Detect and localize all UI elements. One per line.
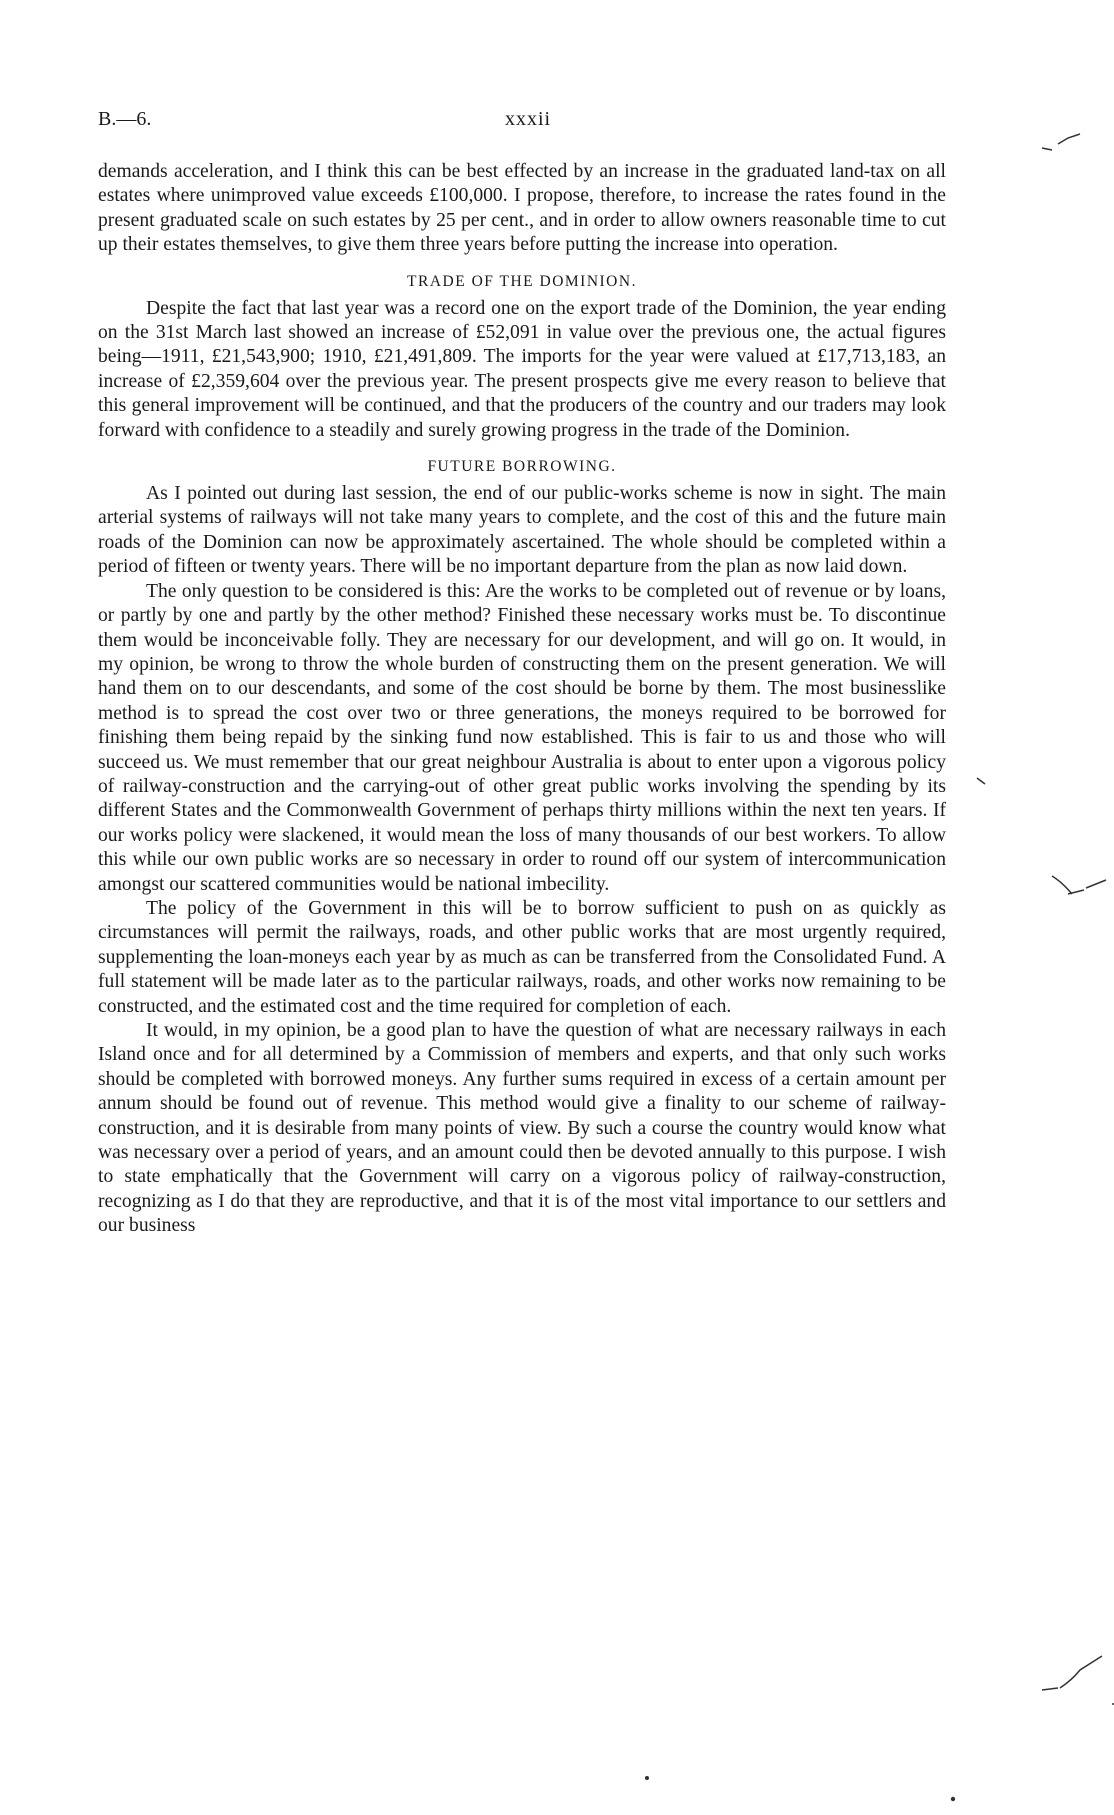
paragraph: It would, in my opinion, be a good plan to have the question of what are necessary railways in each Island once and for all determined by a Commission of members and experts, and that only such works should be completed with borrowed moneys. Any further sums required in excess of a certain amount per annum should be found out of revenue. This method would give a finality to our scheme of railway-construction, and it is desirable from many points of view. By such a course the country would know what was necessary over a period of years, and an amount could then be devoted annually to this purpose. I wish to state emphatically that the Government will carry on a vigorous policy of railway-construction, recognizing as I do that they are reproductive, and that it is of the most vital importance to our settlers and our business [98,1020,946,1237]
margin-dot-icon [950,1796,956,1802]
document-reference: B.—6. [98,108,152,130]
paragraph: The policy of the Government in this will be to borrow sufficient to push on as quickly as circumstances will permit the railways, roads, and other public works that are most urgently required, supplementing the loan-moneys each year by as much as can be transferred from the Consolidated Fund. A full statement will be made later as to the particular railways, roads, and other works now remaining to be constructed, and the estimated cost and the time required for completion of each. [98,897,946,1017]
paragraph: demands acceleration, and I think this can be best effected by an increase in the graduated land-tax on all estates where unimproved value exceeds £100,000. I propose, therefore, to increase the rates found in the present graduated scale on such estates by 25 per cent., and in order to allow owners reasonable time to cut up their estates themselves, to give them three years before putting the increase into operation. [98,161,946,256]
paragraph: Despite the fact that last year was a record one on the export trade of the Dominion, the year ending on the 31st March last showed an increase of £52,091 in value over the previous one, the actual figures being—1911, £21,543,900; 1910, £21,491,809. The imports for the year were valued at £17,713,183, an increase of £2,359,604 over the previous year. The present prospects give me every reason to believe that this general improvement will be continued, and that the producers of the country and our traders may look forward with confidence to a steadily and surely growing progress in the trade of the Dominion. [98,297,946,441]
section-heading-trade: TRADE OF THE DOMINION. [407,272,637,290]
page-number: xxxii [504,108,552,130]
page-header [98,108,958,136]
margin-mark-icon [1050,872,1110,906]
section-heading-borrowing: FUTURE BORROWING. [427,458,617,476]
margin-mark-icon [1040,1650,1106,1700]
paragraph: As I pointed out during last session, the end of our public-works scheme is now in sight. The main arterial systems of railways will not take many years to complete, and the cost of this and the future main roads of the Dominion can now be approximately ascertained. The whole should be completed within a period of fifteen or twenty years. There will be no important departure from the plan as now laid down. [98,483,946,578]
margin-mark-icon [975,776,989,790]
margin-dot-icon [644,1775,650,1781]
paragraph: The only question to be considered is this: Are the works to be completed out of revenue or by loans, or partly by one and partly by the other method? Finished these necessary works must be. To discontinue them would be inconceivable folly. They are necessary for our development, and will go on. It would, in my opinion, be wrong to throw the whole burden of constructing them on the present generation. We will hand them on to our descendants, and some of the cost should be borne by them. The most businesslike method is to spread the cost over two or three generations, the moneys required to be borrowed for finishing them being repaid by the sinking fund now established. This is fair to us and those who will succeed us. We must remember that our great neighbour Australia is about to enter upon a vigorous policy of railway-construction and the carrying-out of other great public works involving the spending by its different States and the Commonwealth Government of perhaps thirty millions within the next ten years. If our works policy were slackened, it would mean the loss of many thousands of our best workers. To allow this while our own public works are so necessary in order to round off our system of intercommunication amongst our scattered communities would be national imbecility. [98,580,946,895]
document-body [98,160,946,1239]
margin-mark-icon [1040,128,1100,158]
